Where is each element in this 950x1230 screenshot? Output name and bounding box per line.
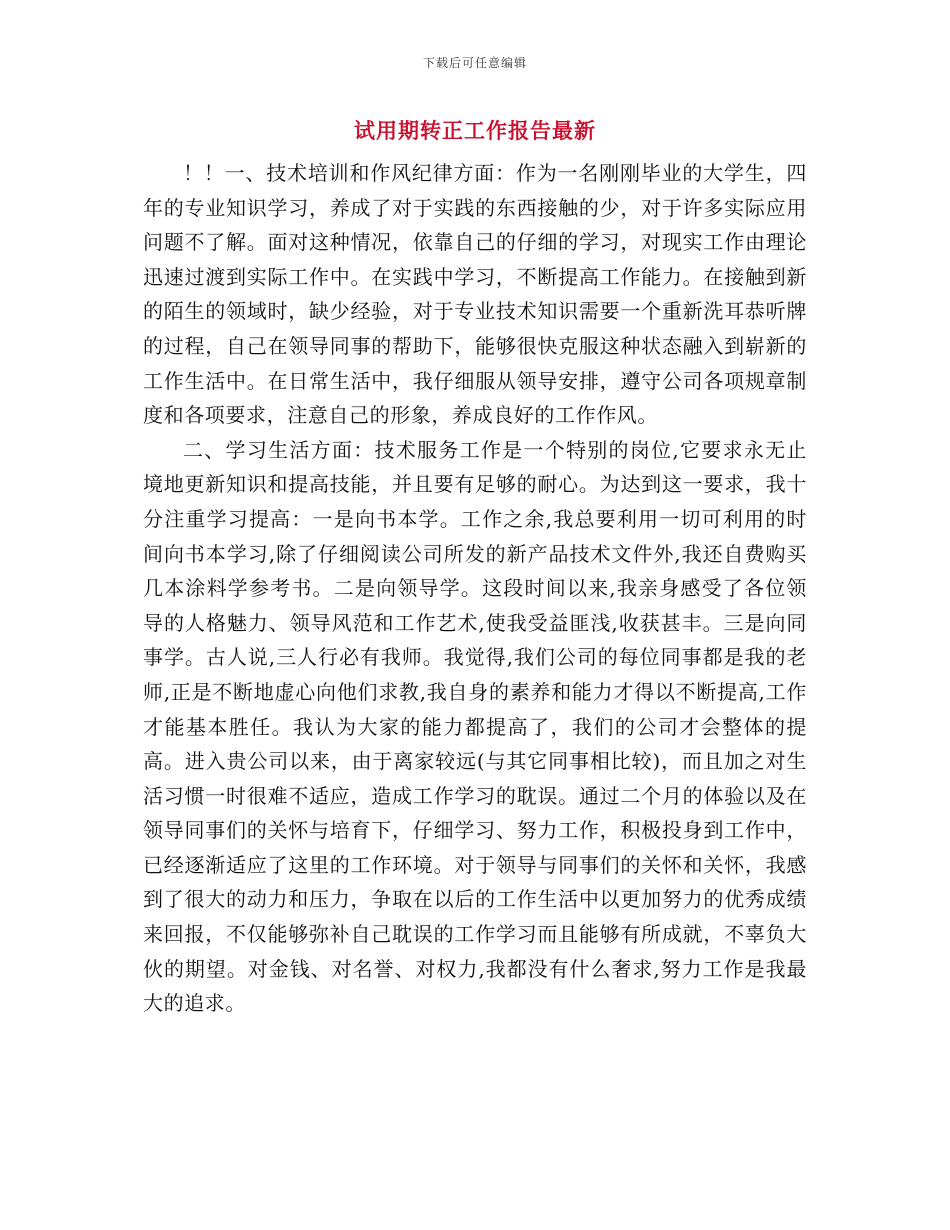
paragraph-training-discipline: ！！一、技术培训和作风纪律方面：作为一名刚刚毕业的大学生，四年的专业知识学习，养成了对于实践的东西接触的少，对于许多实际应用问题不了解。面对这种情况，依靠自己的仔细的学习，对现实工作由理论迅速过渡到实际工作中。在实践中学习，不断提高工作能力。在接触到新的陌生的领域时，缺少经验，对于专业技术知识需要一个重新洗耳恭听牌的过程，自己在领导同事的帮助下，能够很快克服这种状态融入到崭新的工作生活中。在日常生活中，我仔细服从领导安排，遵守公司各项规章制度和各项要求，注意自己的形象，养成良好的工作作风。 bbox=[143, 161, 807, 428]
document-body bbox=[143, 156, 807, 1021]
header-note: 下载后可任意编辑 bbox=[422, 56, 527, 70]
paragraph-study-life: 二、学习生活方面：技术服务工作是一个特别的岗位,它要求永无止境地更新知识和提高技能，并且要有足够的耐心。为达到这一要求，我十分注重学习提高：一是向书本学。工作之余,我总要利用一切可利用的时间向书本学习,除了仔细阅读公司所发的新产品技术文件外,我还自费购买几本涂料学参考书。二是向领导学。这段时间以来,我亲身感受了各位领导的人格魅力、领导风范和工作艺术,使我受益匪浅,收获甚丰。三是向同事学。古人说,三人行必有我师。我觉得,我们公司的每位同事都是我的老师,正是不断地虚心向他们求教,我自身的素养和能力才得以不断提高,工作才能基本胜任。我认为大家的能力都提高了，我们的公司才会整体的提高。进入贵公司以来，由于离家较远(与其它同事相比较)，而且加之对生活习惯一时很难不适应，造成工作学习的耽误。通过二个月的体验以及在领导同事们的关怀与培育下，仔细学习、努力工作，积极投身到工作中，已经逐渐适应了这里的工作环境。对于领导与同事们的关怀和关怀，我感到了很大的动力和压力，争取在以后的工作生活中以更加努力的优秀成绩来回报，不仅能够弥补自己耽误的工作学习而且能够有所成就，不辜负大伙的期望。对金钱、对名誉、对权力,我都没有什么奢求,努力工作是我最大的追求。 bbox=[143, 437, 807, 1016]
document-title: 试用期转正工作报告最新 bbox=[354, 118, 596, 143]
